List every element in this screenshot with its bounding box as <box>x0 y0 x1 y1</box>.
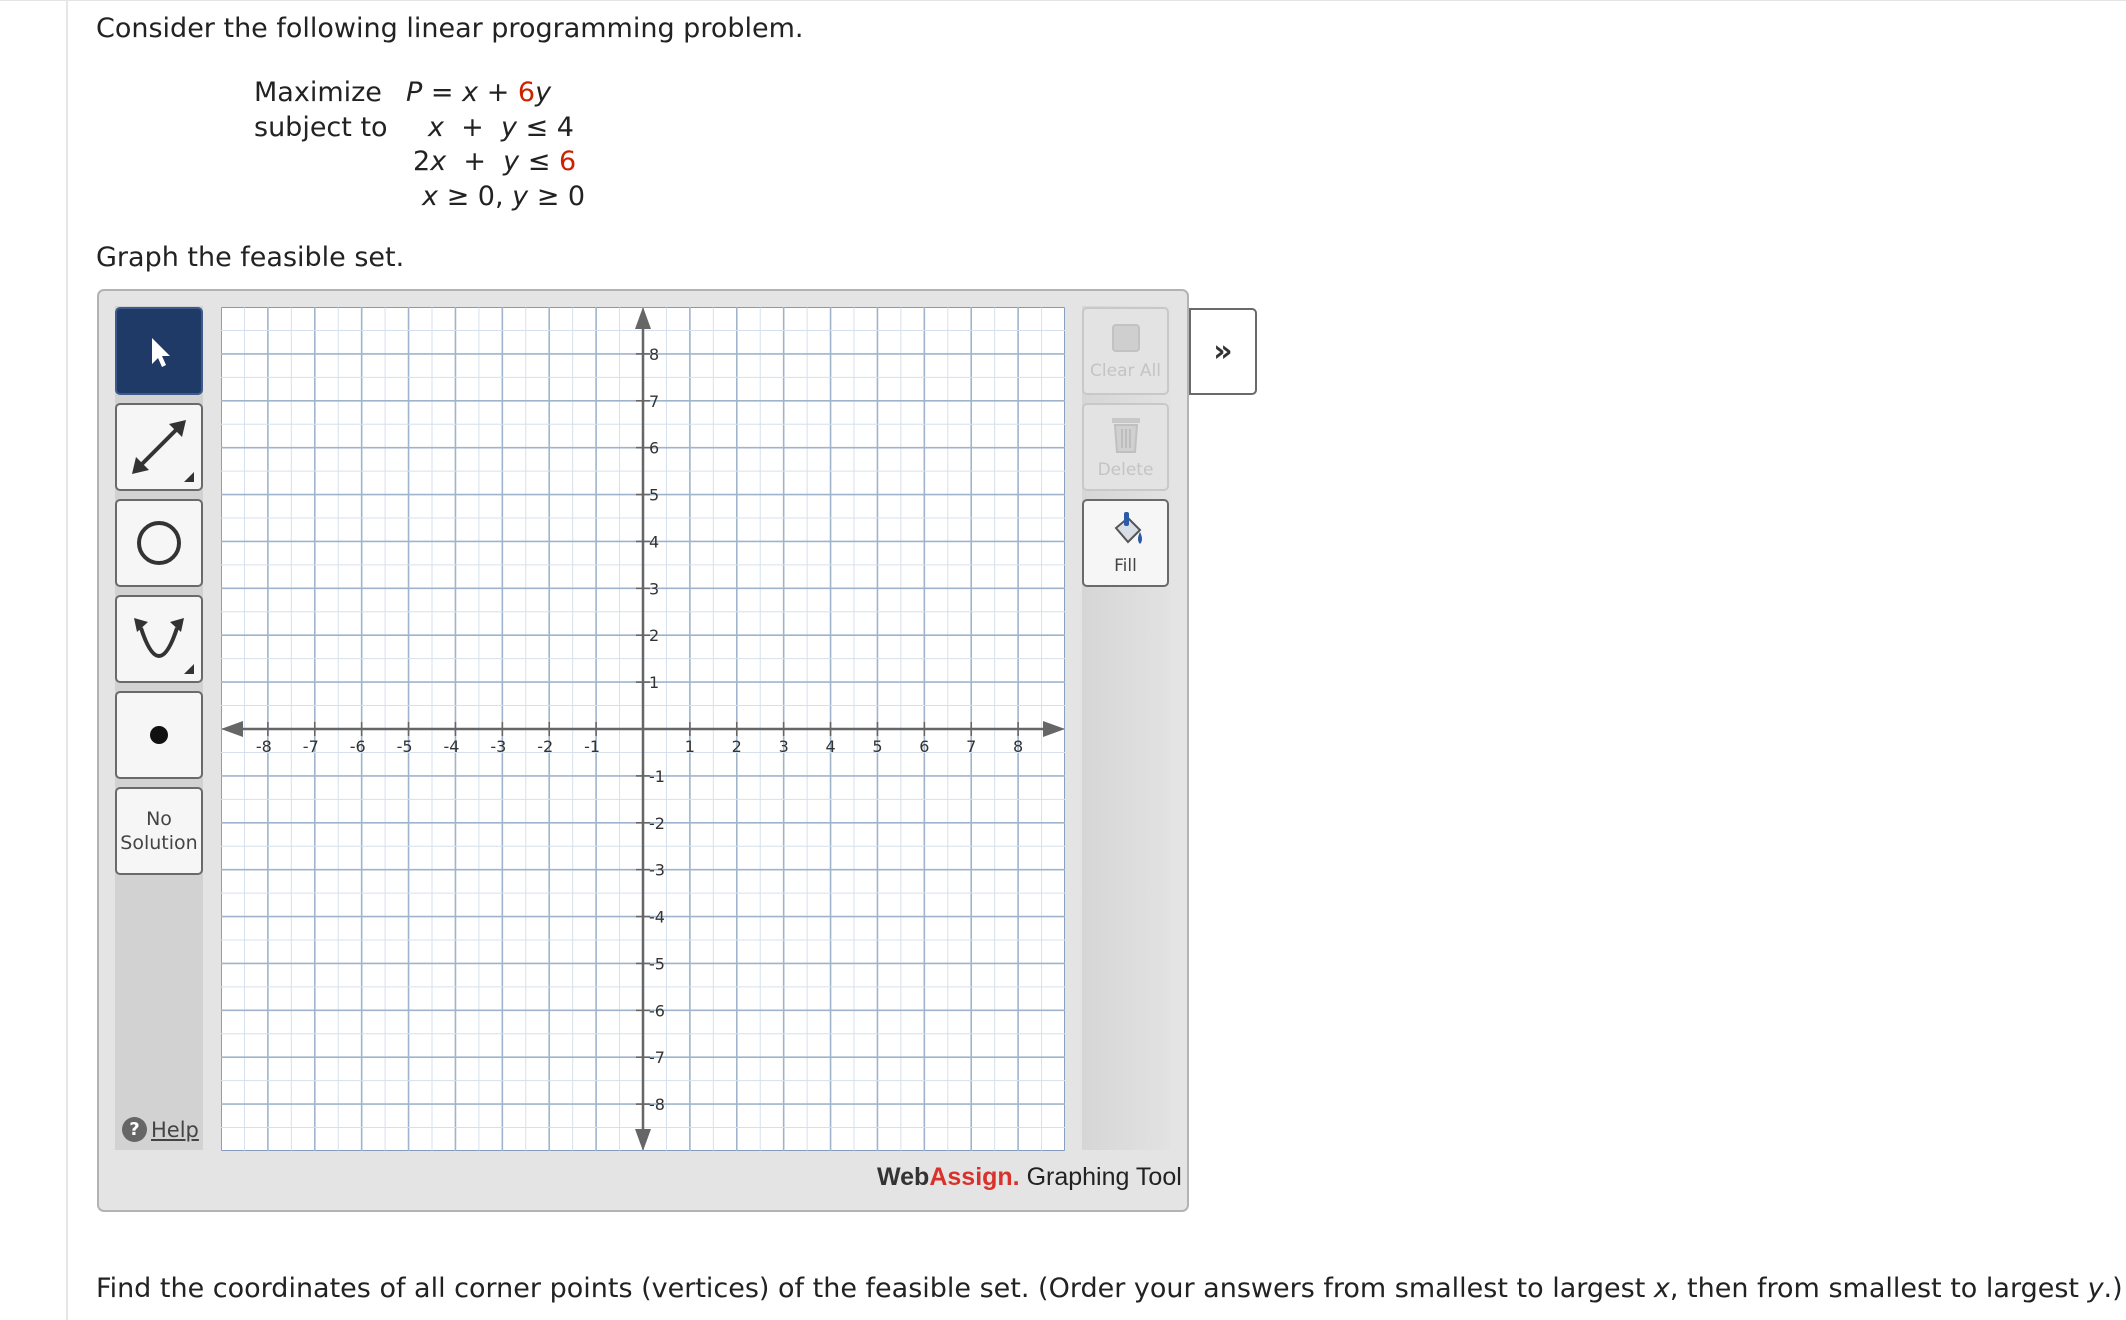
corner-points-question: Find the coordinates of all corner points (vertices) of the feasible set. (Order your answers from smallest to largest x, then from smallest to largest y.) <box>96 1273 2123 1304</box>
y-tick-label: 1 <box>649 673 660 693</box>
maximize-label: Maximize <box>254 77 382 108</box>
x-tick-label: -7 <box>302 737 319 756</box>
help-label: Help <box>151 1117 199 1142</box>
subject-to-label: subject to <box>254 112 388 143</box>
line-tool-button[interactable] <box>115 403 203 491</box>
intro-text: Consider the following linear programming problem. <box>96 13 804 44</box>
y-tick-label: -1 <box>649 766 665 786</box>
y-tick-label: 8 <box>649 344 660 364</box>
clear-all-button[interactable] <box>1082 307 1169 395</box>
x-tick-label: -8 <box>255 737 272 756</box>
circle-tool-button[interactable] <box>115 499 203 587</box>
help-link[interactable] <box>122 1117 199 1142</box>
left-rule <box>66 0 68 1320</box>
y-tick-label: 2 <box>649 626 660 646</box>
circle-icon <box>129 513 189 573</box>
y-tick-label: 4 <box>649 532 660 552</box>
paint-bucket-icon <box>1106 510 1146 550</box>
graph-prompt: Graph the feasible set. <box>96 242 405 273</box>
fill-label: Fill <box>1114 556 1137 576</box>
help-icon: ? <box>122 1117 147 1142</box>
x-tick-label: -2 <box>537 737 554 756</box>
y-tick-label: -8 <box>649 1095 665 1115</box>
constraint-nonnegativity: x ≥ 0, y ≥ 0 <box>422 181 586 212</box>
clear-all-label: Clear All <box>1090 361 1161 381</box>
point-icon <box>144 720 174 750</box>
y-tick-label: 7 <box>649 391 660 411</box>
constraint-1: x + y ≤ 4 <box>428 112 574 143</box>
x-tick-label: 5 <box>872 737 883 756</box>
y-tick-label: -5 <box>649 954 665 974</box>
x-tick-label: -1 <box>584 737 601 756</box>
trash-icon <box>1109 414 1143 454</box>
y-tick-label: -4 <box>649 907 665 927</box>
clear-all-icon <box>1109 321 1143 355</box>
delete-label: Delete <box>1097 460 1154 480</box>
double-chevron-right-icon: » <box>1213 334 1233 369</box>
y-tick-label: 5 <box>649 485 660 505</box>
y-tick-label: -2 <box>649 813 665 833</box>
y-tick-label: -7 <box>649 1048 665 1068</box>
top-border <box>0 0 2126 1</box>
x-tick-label: -6 <box>349 737 366 756</box>
x-tick-label: 2 <box>731 737 742 756</box>
parabola-tool-button[interactable] <box>115 595 203 683</box>
x-tick-label: -5 <box>396 737 413 756</box>
submenu-indicator-icon <box>184 472 194 482</box>
point-tool-button[interactable] <box>115 691 203 779</box>
pointer-tool-button[interactable] <box>115 307 203 395</box>
x-tick-label: 7 <box>966 737 977 756</box>
constraint-2: 2x + y ≤ 6 <box>413 146 577 177</box>
no-solution-label-2: Solution <box>120 832 198 854</box>
x-tick-label: 1 <box>684 737 695 756</box>
objective-function: P = x + 6y <box>406 77 552 108</box>
delete-button[interactable] <box>1082 403 1169 491</box>
fill-button[interactable] <box>1082 499 1169 587</box>
y-tick-label: -3 <box>649 860 665 880</box>
x-tick-label: 6 <box>919 737 930 756</box>
x-tick-label: -4 <box>443 737 460 756</box>
no-solution-button[interactable] <box>115 787 203 875</box>
graph-canvas[interactable] <box>221 307 1065 1151</box>
x-tick-label: 4 <box>825 737 836 756</box>
y-tick-label: -6 <box>649 1001 665 1021</box>
y-tick-label: 6 <box>649 438 660 458</box>
x-tick-label: -3 <box>490 737 507 756</box>
pointer-icon <box>139 331 179 371</box>
expand-panel-button[interactable] <box>1189 308 1257 395</box>
no-solution-label-1: No <box>146 808 172 830</box>
x-tick-label: 8 <box>1013 737 1024 756</box>
y-tick-label: 3 <box>649 579 660 599</box>
webassign-brand: WebAssign. Graphing Tool <box>877 1163 1182 1191</box>
submenu-indicator-icon <box>184 664 194 674</box>
x-tick-label: 3 <box>778 737 789 756</box>
